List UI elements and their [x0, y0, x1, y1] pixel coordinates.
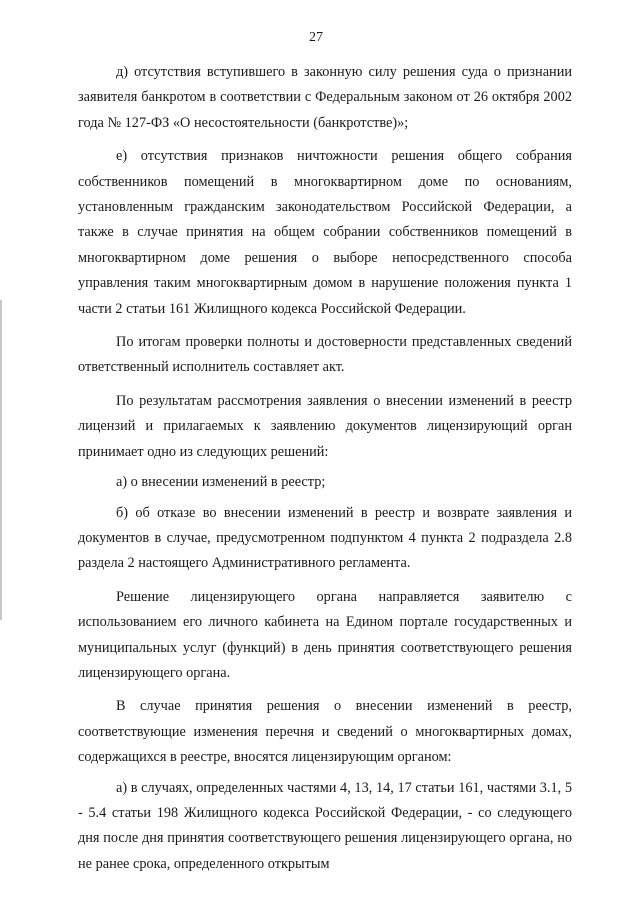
paragraph-registry-changes: В случае принятия решения о внесении изменений в реестр, соответствующие изменения перечня и сведений о многоквартирных домах, содержащихся в реестре, вносятся лицензирующим органом: — [78, 698, 572, 766]
scan-edge-shadow — [0, 300, 2, 620]
paragraph-verification-act: По итогам проверки полноты и достоверности представленных сведений ответственный исполнитель составляет акт. — [78, 334, 572, 376]
paragraph-d-bankruptcy: д) отсутствия вступившего в законную силу решения суда о признании заявителя банкротом в соответствии с Федеральным законом от 26 октября 2002 года № 127-ФЗ «О несостоятельности (банкротстве)»; — [78, 64, 572, 131]
paragraph-option-b: б) об отказе во внесении изменений в реестр и возврате заявления и документов в случае, предусмотренном подпунктом 4 пункта 2 подраздела 2.8 раздела 2 настоящего Административного регламента. — [78, 504, 572, 572]
paragraph-case-a: а) в случаях, определенных частями 4, 13, 14, 17 статьи 161, частями 3.1, 5 - 5.4 статьи 198 Жилищного кодекса Российской Федерации, - со следующего дня после дня принятия соответствующего решения лицензирующего органа, но не ранее срока, определенного открытым — [78, 779, 572, 872]
paragraph-decision-delivery: Решение лицензирующего органа направляется заявителю с использованием его личного кабинета на Едином портале государственных и муниципальных услуг (функций) в день принятия соответствующего решения лицензирующего органа. — [78, 588, 572, 681]
paragraph-e-nullity: е) отсутствия признаков ничтожности решения общего собрания собственников помещений в многоквартирном доме по основаниям, установленным гражданским законодательством Российской Федерации, а также в случае принятия на общем собрании собственников помещений в многоквартирном доме решения о выборе непосредственного способа управления таким многоквартирным домом в нарушение положения пункта 1 части 2 статьи 161 Жилищного кодекса Российской Федерации. — [78, 148, 572, 317]
paragraph-option-a: а) о внесении изменений в реестр; — [116, 474, 326, 491]
page-number: 27 — [309, 30, 323, 45]
paragraph-decision-options: По результатам рассмотрения заявления о внесении изменений в реестр лицензий и прилагаемых к заявлению документов лицензирующий орган принимает одно из следующих решений: — [78, 392, 572, 460]
document-body — [78, 60, 572, 885]
